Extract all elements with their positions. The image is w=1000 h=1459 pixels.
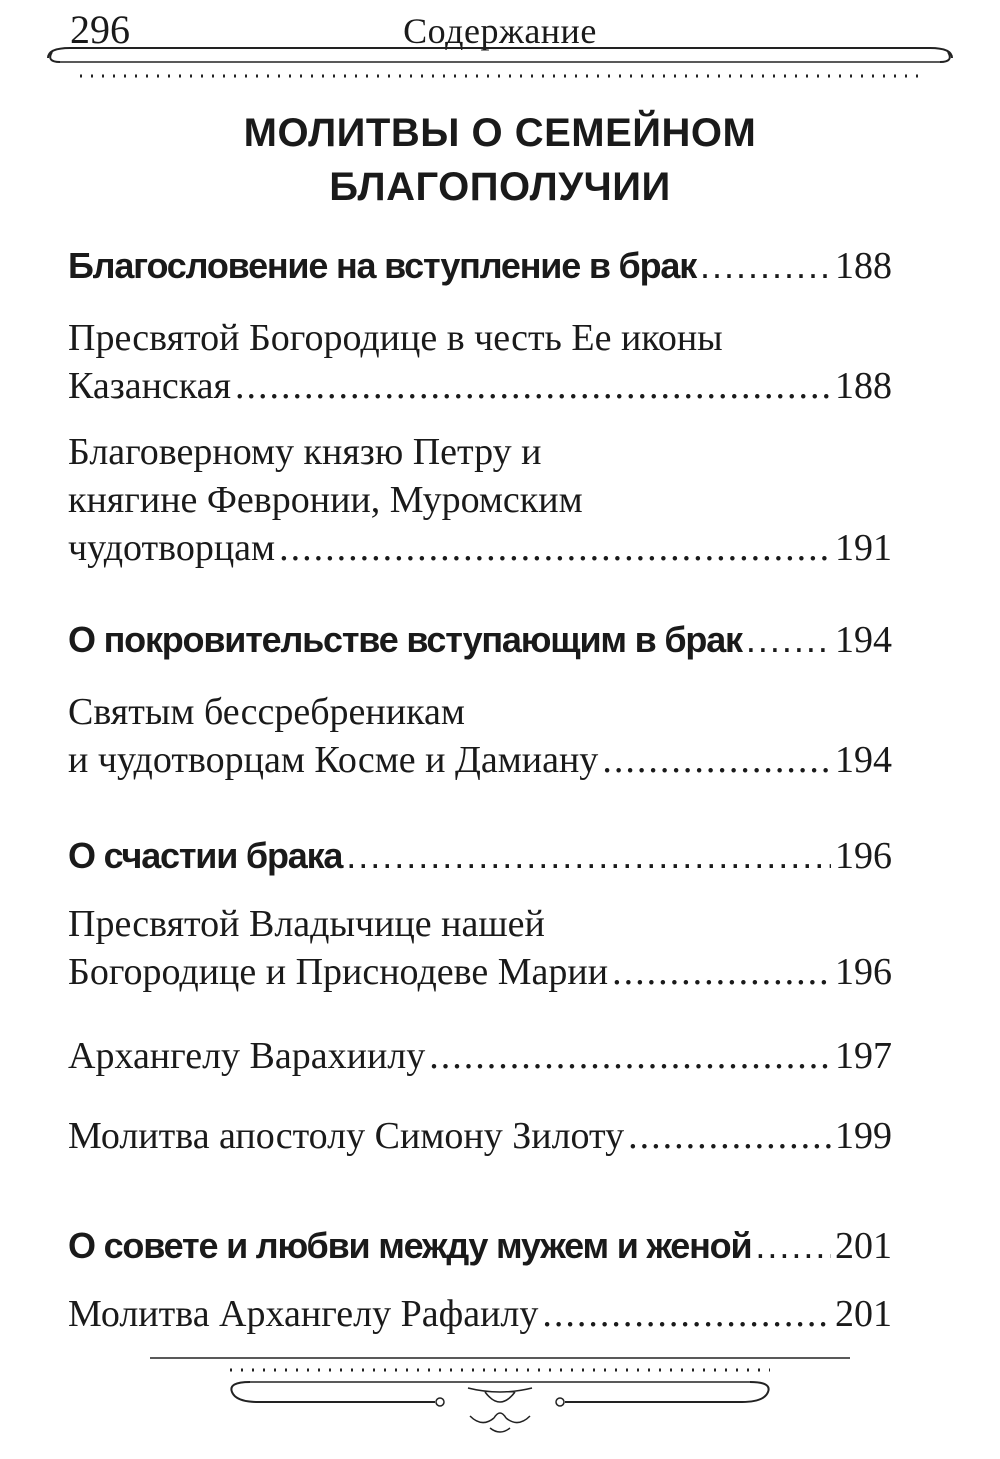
toc-entry [68,428,892,572]
toc-page-number: 199 [835,1115,892,1157]
toc-page-number: 191 [835,527,892,569]
toc-entry [68,900,892,996]
toc-entry-row [68,1222,892,1270]
running-title: Содержание [403,11,597,51]
toc-entry-row [68,362,892,410]
toc-entry [68,616,892,664]
dot-leader [746,616,831,664]
toc-entry-row [68,524,892,572]
dot-leader [542,1290,831,1338]
toc-entry-row [68,832,892,880]
toc-entry-row [68,736,892,784]
toc-page-number: 196 [835,835,892,877]
toc-entry-text: О совете и любви между мужем и женой [68,1225,752,1266]
toc-entry-text: О счастии брака [68,835,343,876]
toc-page-number: 201 [835,1293,892,1335]
toc-entry-text: Благоверному князю Петру и [68,431,542,473]
section-heading-line-2: БЛАГОПОЛУЧИИ [329,165,671,209]
toc-entry-text: Богородице и Приснодеве Марии [68,951,609,993]
toc-page-number: 188 [835,365,892,407]
dot-leader [346,832,831,880]
footer-ornament [0,1352,1000,1442]
toc-entry [68,688,892,784]
toc-page-number: 197 [835,1035,892,1077]
toc-entry-text: Пресвятой Владычице нашей [68,903,545,945]
toc-entry [68,1290,892,1338]
dot-leader [700,242,831,290]
toc-entry-text: Благословение на вступление в брак [68,245,697,286]
toc-entry-row [68,948,892,996]
toc-page-number: 196 [835,951,892,993]
toc-entry-row [68,1112,892,1160]
toc-page-number: 201 [835,1225,892,1267]
toc-entry-text: О покровительстве вступающим в брак [68,619,742,660]
toc-entry-text: и чудотворцам Косме и Дамиану [68,739,599,781]
toc-entry-text: чудотворцам [68,527,276,569]
toc-entry-text: Пресвятой Богородице в честь Ее иконы [68,317,723,359]
toc-entry [68,1032,892,1080]
toc-entry-row [68,616,892,664]
toc-entry-text: Святым бессребреникам [68,691,465,733]
toc-page-number: 194 [835,619,892,661]
page-number: 296 [70,7,130,52]
section-heading [60,106,940,214]
toc-entry-row [68,1290,892,1338]
section-heading-line-1: МОЛИТВЫ О СЕМЕЙНОМ [243,111,757,155]
dot-leader [279,524,831,572]
toc-entry [68,1222,892,1270]
dot-leader [602,736,831,784]
header-ornament [0,40,1000,88]
toc-page-number: 194 [835,739,892,781]
dot-leader [429,1032,831,1080]
toc-entry-text: Архангелу Варахиилу [68,1035,426,1077]
toc-entry-text: Молитва апостолу Симону Зилоту [68,1115,625,1157]
toc-entry-row [68,242,892,290]
toc-entry-text: Молитва Архангелу Рафаилу [68,1293,539,1335]
toc-entry [68,832,892,880]
dot-leader [612,948,831,996]
toc-entry [68,314,892,410]
dot-leader [755,1222,831,1270]
toc-entry-row [68,1032,892,1080]
toc-entry-text: княгине Февронии, Муромским [68,479,583,521]
toc-entry-text: Казанская [68,365,232,407]
toc-page-number: 188 [835,245,892,287]
toc-entry [68,242,892,290]
dot-leader [235,362,831,410]
toc-entry [68,1112,892,1160]
dot-leader [628,1112,831,1160]
